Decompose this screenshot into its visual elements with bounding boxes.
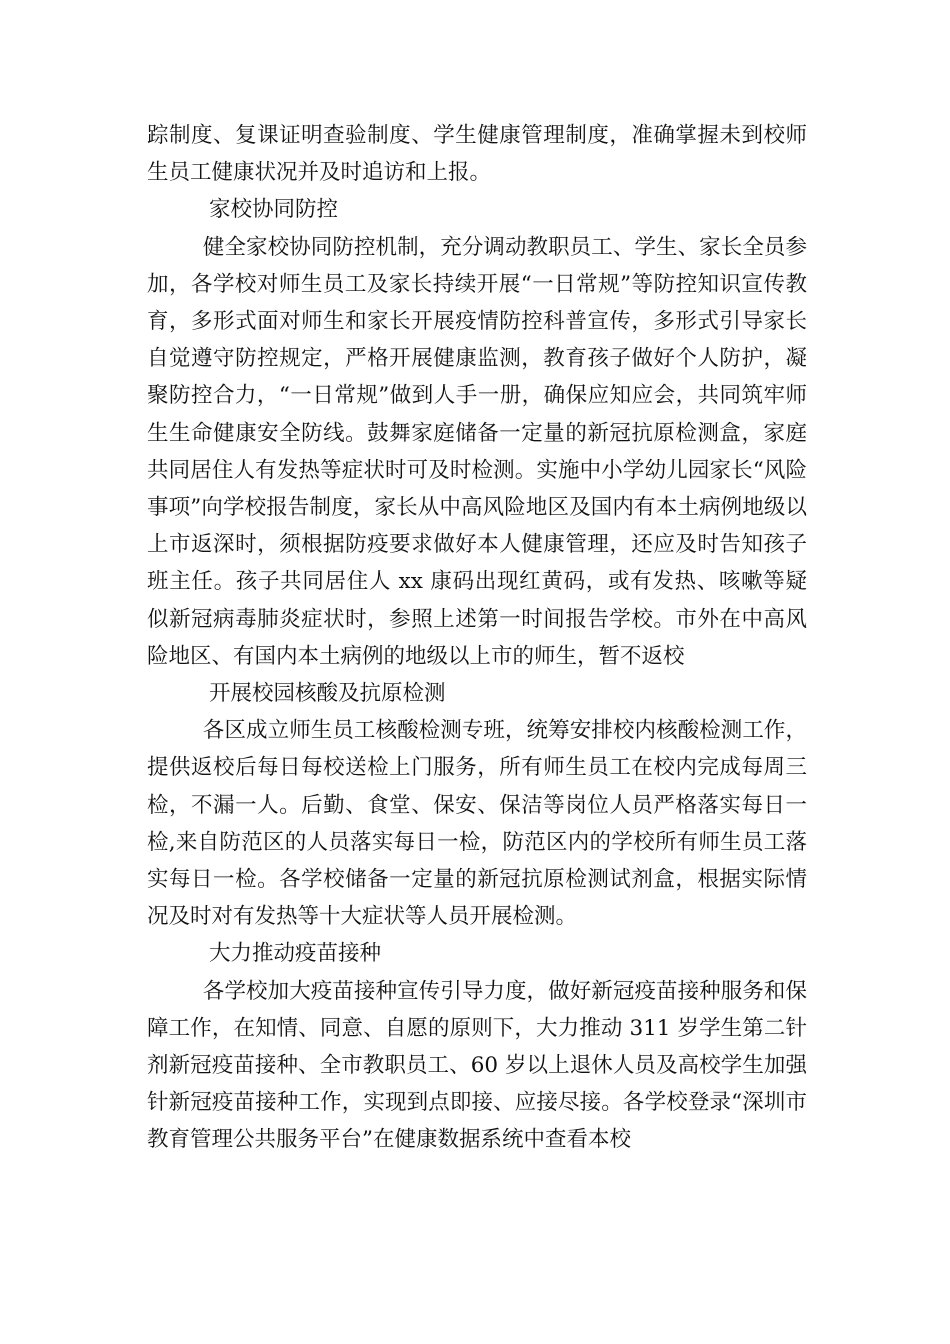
section-heading-home-school: 家校协同防控 bbox=[209, 197, 339, 223]
document-page bbox=[147, 117, 807, 1159]
section-heading-vaccination: 大力推动疫苗接种 bbox=[209, 941, 382, 967]
section-heading-testing: 开展校园核酸及抗原检测 bbox=[209, 681, 446, 707]
paragraph-vaccination: 各学校加大疫苗接种宣传引导力度，做好新冠疫苗接种服务和保障工作，在知情、同意、自愿的原则下，大力推动 311 岁学生第二针剂新冠疫苗接种、全市教职员工、60 岁以上退休人员及高校学生加强针新冠疫苗接种工作，实现到点即接、应接尽接。各学校登录“深圳市教育管理公共服务平台”在健康数据系统中查看本校 bbox=[147, 978, 807, 1153]
paragraph-continuation: 踪制度、复课证明查验制度、学生健康管理制度，准确掌握未到校师生员工健康状况并及时追访和上报。 bbox=[147, 123, 807, 186]
paragraph-home-school: 健全家校协同防控机制，充分调动教职员工、学生、家长全员参加，各学校对师生员工及家长持续开展“一日常规”等防控知识宣传教育，多形式面对师生和家长开展疫情防控科普宣传，多形式引导家长自觉遵守防控规定，严格开展健康监测，教育孩子做好个人防护，凝聚防控合力，“一日常规”做到人手一册，确保应知应会，共同筑牢师生生命健康安全防线。鼓舞家庭储备一定量的新冠抗原检测盒，家庭共同居住人有发热等症状时可及时检测。实施中小学幼儿园家长“风险事项”向学校报告制度，家长从中高风险地区及国内有本土病例地级以上市返深时，须根据防疫要求做好本人健康管理，还应及时告知孩子班主任。孩子共同居住人 xx 康码出现红黄码，或有发热、咳嗽等疑似新冠病毒肺炎症状时，参照上述第一时间报告学校。市外在中高风险地区、有国内本土病例的地级以上市的师生，暂不返校 bbox=[147, 234, 807, 669]
paragraph-testing: 各区成立师生员工核酸检测专班，统筹安排校内核酸检测工作，提供返校后每日每校送检上门服务，所有师生员工在校内完成每周三检，不漏一人。后勤、食堂、保安、保洁等岗位人员严格落实每日一检,来自防范区的人员落实每日一检，防范区内的学校所有师生员工落实每日一检。各学校储备一定量的新冠抗原检测试剂盒，根据实际情况及时对有发热等十大症状等人员开展检测。 bbox=[147, 718, 807, 930]
